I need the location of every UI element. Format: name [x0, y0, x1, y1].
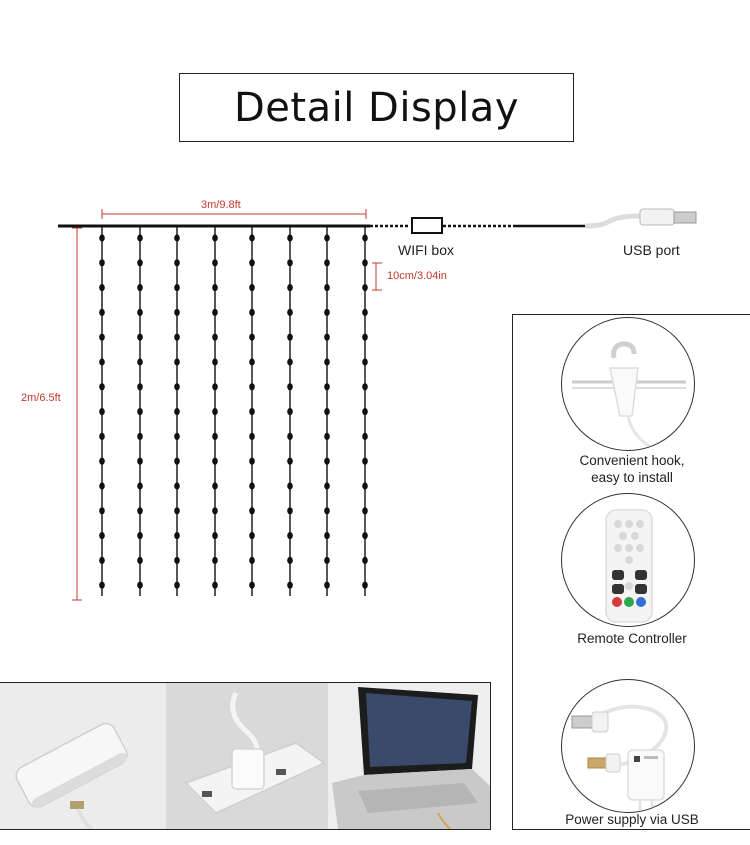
wifi-box-icon [412, 218, 442, 233]
led-bead [324, 284, 330, 291]
led-bead [362, 358, 368, 365]
led-bead [99, 557, 105, 564]
led-bead [362, 532, 368, 539]
led-bead [324, 507, 330, 514]
led-bead [362, 284, 368, 291]
led-bead [362, 507, 368, 514]
led-bead [362, 582, 368, 589]
led-bead [249, 408, 255, 415]
led-bead [137, 334, 143, 341]
led-bead [99, 482, 105, 489]
led-bead [249, 383, 255, 390]
led-bead [362, 408, 368, 415]
led-bead [174, 383, 180, 390]
led-bead [99, 358, 105, 365]
led-bead [324, 532, 330, 539]
led-bead [174, 284, 180, 291]
height-label: 2m/6.5ft [21, 392, 61, 404]
led-bead [174, 458, 180, 465]
led-bead [174, 532, 180, 539]
led-bead [362, 458, 368, 465]
led-bead [249, 309, 255, 316]
led-bead [174, 582, 180, 589]
led-bead [212, 284, 218, 291]
led-bead [99, 234, 105, 241]
led-bead [174, 334, 180, 341]
usb-port-label: USB port [623, 242, 680, 258]
led-bead [287, 284, 293, 291]
led-bead [249, 458, 255, 465]
led-bead [324, 309, 330, 316]
led-bead [212, 383, 218, 390]
led-bead [174, 482, 180, 489]
page-title: Detail Display [234, 84, 519, 131]
wifi-box-label: WIFI box [398, 242, 455, 258]
led-bead [212, 358, 218, 365]
led-bead [287, 383, 293, 390]
led-bead [99, 259, 105, 266]
usb-cable-white [585, 216, 640, 226]
led-bead [137, 358, 143, 365]
led-bead [324, 458, 330, 465]
led-bead [212, 334, 218, 341]
led-bead [137, 532, 143, 539]
led-bead [99, 458, 105, 465]
led-bead [287, 507, 293, 514]
led-bead [212, 582, 218, 589]
led-bead [137, 557, 143, 564]
led-bead [324, 408, 330, 415]
led-bead [137, 408, 143, 415]
led-bead [174, 433, 180, 440]
led-bead [287, 408, 293, 415]
led-bead [99, 383, 105, 390]
laptop-photo [328, 683, 491, 829]
led-bead [324, 557, 330, 564]
led-bead [174, 507, 180, 514]
led-bead [174, 259, 180, 266]
led-bead [212, 408, 218, 415]
led-bead [287, 532, 293, 539]
led-bead [174, 234, 180, 241]
led-bead [287, 433, 293, 440]
led-bead [324, 582, 330, 589]
led-bead [362, 334, 368, 341]
led-bead [212, 458, 218, 465]
led-bead [249, 433, 255, 440]
light-strands [99, 226, 368, 596]
led-bead [249, 507, 255, 514]
led-bead [137, 507, 143, 514]
led-bead [249, 532, 255, 539]
led-bead [249, 234, 255, 241]
led-bead [287, 557, 293, 564]
led-bead [362, 557, 368, 564]
wall-adapter-photo [166, 683, 328, 829]
led-bead [99, 284, 105, 291]
led-bead [99, 408, 105, 415]
led-bead [362, 259, 368, 266]
title-box [179, 73, 574, 142]
led-bead [137, 234, 143, 241]
width-label: 3m/9.8ft [201, 199, 241, 211]
led-bead [249, 284, 255, 291]
led-bead [212, 309, 218, 316]
led-bead [137, 582, 143, 589]
led-bead [324, 433, 330, 440]
led-bead [249, 482, 255, 489]
led-bead [212, 532, 218, 539]
led-bead [324, 234, 330, 241]
hook-caption-line1: Convenient hook, [579, 453, 685, 468]
remote-icon [561, 493, 695, 627]
led-bead [137, 482, 143, 489]
led-bead [212, 507, 218, 514]
led-bead [324, 482, 330, 489]
led-bead [174, 358, 180, 365]
led-bead [287, 309, 293, 316]
led-bead [287, 334, 293, 341]
led-bead [174, 557, 180, 564]
led-bead [99, 582, 105, 589]
led-bead [287, 358, 293, 365]
led-bead [249, 259, 255, 266]
led-bead [249, 557, 255, 564]
led-bead [324, 383, 330, 390]
led-bead [362, 433, 368, 440]
led-bead [99, 532, 105, 539]
led-bead [137, 284, 143, 291]
hook-icon [561, 317, 695, 451]
led-bead [99, 507, 105, 514]
usb-plug-tip [674, 212, 696, 223]
led-bead [249, 582, 255, 589]
led-bead [137, 309, 143, 316]
led-bead [137, 259, 143, 266]
hook-caption-line2: easy to install [591, 470, 673, 485]
led-bead [249, 334, 255, 341]
power-bank-photo [0, 683, 166, 829]
led-bead [362, 482, 368, 489]
hook-caption [522, 452, 742, 486]
led-bead [362, 383, 368, 390]
led-bead [212, 433, 218, 440]
led-bead [99, 309, 105, 316]
spacing-label: 10cm/3.04in [387, 270, 447, 282]
led-bead [99, 334, 105, 341]
led-bead [174, 408, 180, 415]
usb-adapter-icon [561, 679, 695, 813]
led-bead [362, 309, 368, 316]
led-bead [137, 433, 143, 440]
led-bead [287, 259, 293, 266]
led-bead [287, 582, 293, 589]
photo-strip [0, 682, 491, 830]
led-bead [287, 482, 293, 489]
led-bead [324, 259, 330, 266]
led-bead [362, 234, 368, 241]
led-bead [324, 358, 330, 365]
led-bead [174, 309, 180, 316]
led-bead [212, 234, 218, 241]
led-bead [99, 433, 105, 440]
led-bead [137, 383, 143, 390]
feature-panel [512, 314, 750, 830]
usb-caption: Power supply via USB [565, 812, 699, 827]
led-bead [324, 334, 330, 341]
led-bead [287, 458, 293, 465]
usb-plug-body [640, 209, 674, 225]
led-bead [212, 259, 218, 266]
led-bead [137, 458, 143, 465]
remote-caption: Remote Controller [577, 631, 687, 646]
led-bead [249, 358, 255, 365]
led-bead [212, 482, 218, 489]
led-bead [212, 557, 218, 564]
led-bead [287, 234, 293, 241]
